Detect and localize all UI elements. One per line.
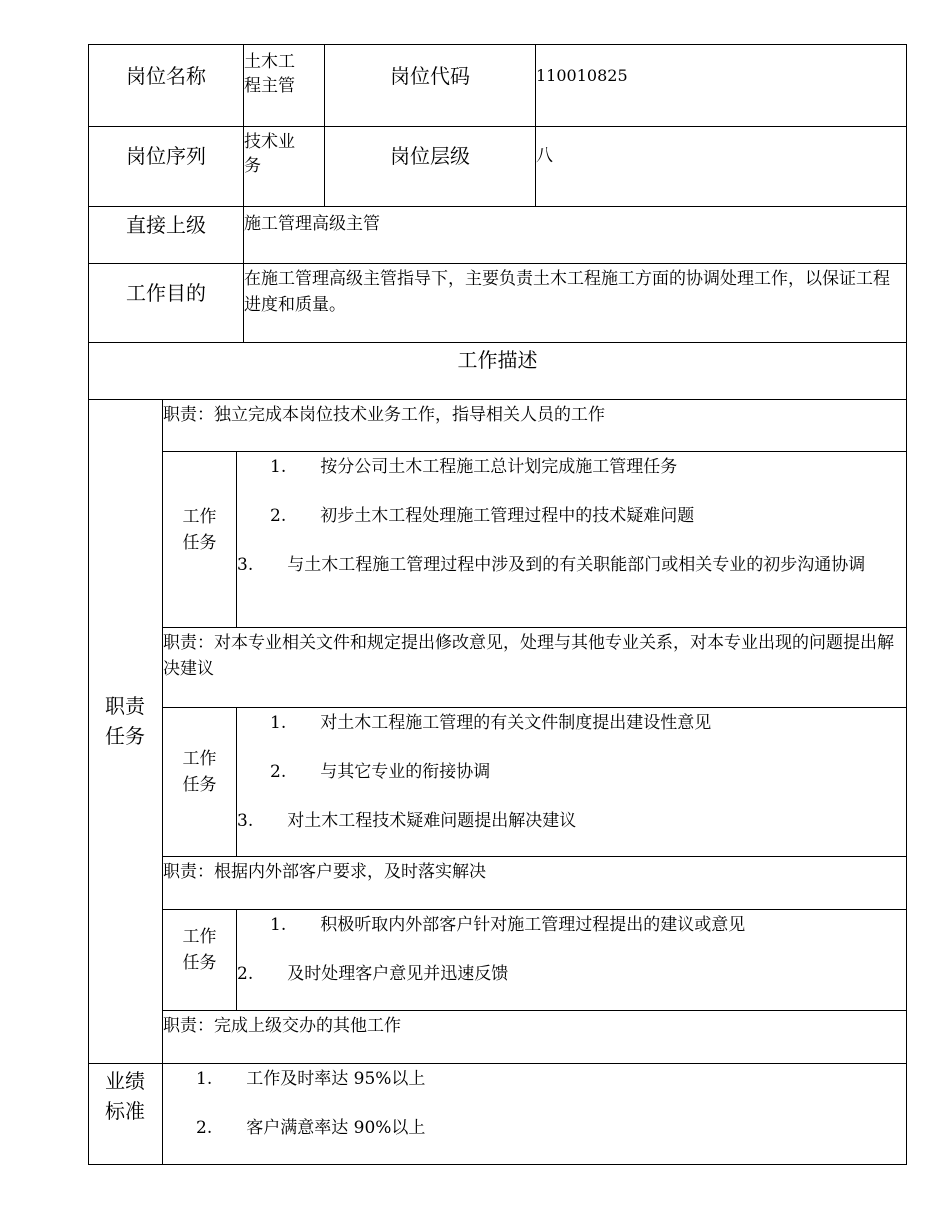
task-list-3	[236, 909, 907, 1011]
position-series-label: 岗位序列	[126, 144, 206, 168]
position-name-value: 土木工程主管	[244, 52, 295, 96]
duty-2-cell	[162, 627, 907, 708]
task-2-3: 3. 对土木工程技术疑难问题提出解决建议	[237, 811, 577, 831]
purpose-label-cell	[88, 263, 244, 343]
purpose-value: 在施工管理高级主管指导下，主要负责土木工程施工方面的协调处理工作，以保证工程进度和质量。	[244, 269, 890, 315]
task-label-cell-2	[162, 707, 237, 857]
task-1-3: 3. 与土木工程施工管理过程中涉及到的有关职能部门或相关专业的初步沟通协调	[237, 555, 866, 575]
performance-label: 业绩标准	[105, 1069, 145, 1123]
purpose-label: 工作目的	[126, 281, 206, 305]
task-3-2: 2. 及时处理客户意见并迅速反馈	[237, 964, 509, 984]
position-code-label-cell	[324, 44, 536, 127]
task-list-2	[236, 707, 907, 857]
position-series-value: 技术业务	[244, 132, 295, 176]
position-code-value: 110010825	[536, 66, 628, 85]
position-level-value: 八	[536, 146, 553, 166]
position-series-label-cell	[88, 126, 244, 207]
position-name-label-cell	[88, 44, 244, 127]
position-level-label-cell	[324, 126, 536, 207]
task-label-1: 工作任务	[182, 507, 217, 553]
description-title: 工作描述	[457, 348, 538, 372]
duties-label-cell	[88, 399, 163, 1064]
purpose-value-cell	[243, 263, 907, 343]
performance-label-cell	[88, 1063, 163, 1165]
duty-1-cell	[162, 399, 907, 452]
performance-list	[162, 1063, 907, 1165]
supervisor-value: 施工管理高级主管	[244, 214, 380, 234]
performance-item-2: 2. 客户满意率达 90%以上	[196, 1118, 426, 1138]
position-name-label: 岗位名称	[126, 64, 206, 88]
task-3-1: 1. 积极听取内外部客户针对施工管理过程提出的建议或意见	[270, 915, 746, 935]
duty-3-text: 职责：根据内外部客户要求，及时落实解决	[163, 862, 486, 882]
task-list-1	[236, 451, 907, 628]
duty-4-text: 职责：完成上级交办的其他工作	[163, 1016, 401, 1036]
duty-1-text: 职责：独立完成本岗位技术业务工作，指导相关人员的工作	[163, 405, 605, 425]
task-1-2: 2. 初步土木工程处理施工管理过程中的技术疑难问题	[270, 506, 695, 526]
task-2-2: 2. 与其它专业的衔接协调	[270, 762, 491, 782]
performance-item-1: 1. 工作及时率达 95%以上	[196, 1069, 426, 1089]
supervisor-label: 直接上级	[126, 213, 206, 237]
duty-2-text: 职责：对本专业相关文件和规定提出修改意见，处理与其他专业关系，对本专业出现的问题提出解决建议	[163, 633, 894, 679]
task-label-cell-1	[162, 451, 237, 628]
task-label-3: 工作任务	[182, 927, 217, 973]
position-level-value-cell	[535, 126, 907, 207]
position-code-value-cell	[535, 44, 907, 127]
description-title-cell	[88, 342, 907, 400]
task-1-1: 1. 按分公司土木工程施工总计划完成施工管理任务	[270, 457, 678, 477]
position-code-label: 岗位代码	[390, 64, 470, 88]
supervisor-label-cell	[88, 206, 244, 264]
position-name-value-cell	[243, 44, 325, 127]
task-label-2: 工作任务	[182, 749, 217, 795]
duties-label: 职责任务	[105, 694, 145, 748]
task-label-cell-3	[162, 909, 237, 1011]
task-2-1: 1. 对土木工程施工管理的有关文件制度提出建设性意见	[270, 713, 712, 733]
duty-3-cell	[162, 856, 907, 910]
duty-4-cell	[162, 1010, 907, 1064]
position-level-label: 岗位层级	[390, 144, 470, 168]
position-series-value-cell	[243, 126, 325, 207]
supervisor-value-cell	[243, 206, 907, 264]
